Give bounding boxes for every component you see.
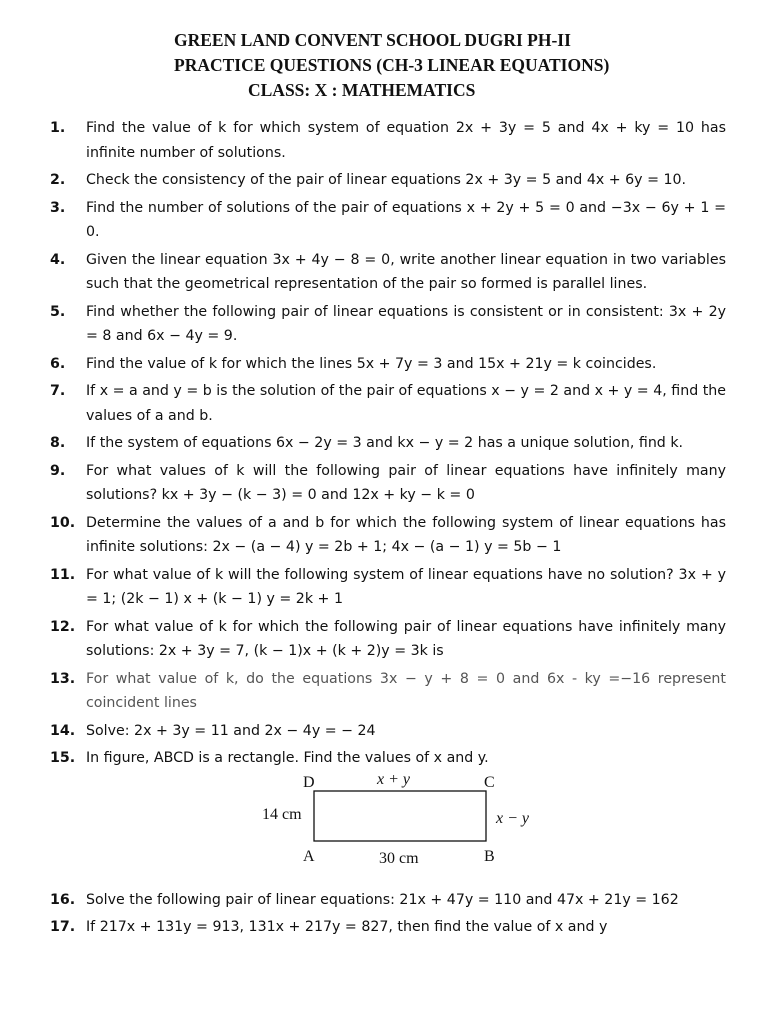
worksheet-title: PRACTICE QUESTIONS (CH-3 LINEAR EQUATIONS) (174, 55, 610, 75)
question-number: 16. (50, 891, 76, 908)
question-text: In figure, ABCD is a rectangle. Find the values of x and y. (86, 750, 489, 766)
question-list (50, 116, 726, 943)
question-item (50, 719, 726, 744)
vertex-b-label: B (484, 847, 495, 865)
question-item (50, 511, 726, 560)
question-item (50, 248, 726, 297)
question-text: If x = a and y = b is the solution of the pair of equations x − y = 2 and x + y = 4, find the values of a and b. (86, 383, 726, 424)
class-subject: CLASS: X : MATHEMATICS (248, 80, 476, 100)
question-number: 4. (50, 251, 66, 268)
question-number: 14. (50, 722, 76, 739)
question-number: 8. (50, 435, 66, 451)
question-text: Determine the values of a and b for which the following system of linear equations has infinite solutions: 2x − (a − 4) y = 2b + 1; 4x − (a − 1) y = 5b − 1 (86, 514, 726, 555)
question-item (50, 667, 726, 716)
question-item (50, 888, 726, 913)
question-item (50, 915, 726, 940)
question-item (50, 300, 726, 349)
side-dc-label: x + y (377, 774, 410, 788)
question-number: 3. (50, 199, 66, 216)
question-item (50, 746, 726, 771)
question-number: 7. (50, 383, 66, 399)
vertex-d-label: D (303, 774, 315, 791)
question-text: For what value of k will the following system of linear equations have no solution? 3x + y = 1; (2k − 1) x + (k − 1) y = 2k + 1 (86, 566, 726, 607)
question-item (50, 379, 726, 428)
question-text: If 217x + 131y = 913, 131x + 217y = 827, then find the value of x and y (86, 919, 608, 935)
question-item (50, 116, 726, 165)
school-name: GREEN LAND CONVENT SCHOOL DUGRI PH-II (174, 30, 571, 50)
question-number: 5. (50, 303, 66, 320)
question-text: Solve the following pair of linear equations: 21x + 47y = 110 and 47x + 21y = 162 (86, 891, 679, 908)
side-ab-label: 30 cm (379, 849, 419, 867)
question-text: Find whether the following pair of linear equations is consistent or in consistent: 3x + 2y = 8 and 6x − 4y = 9. (86, 303, 726, 344)
question-number: 1. (50, 120, 66, 136)
question-number: 15. (50, 750, 76, 766)
question-number: 2. (50, 172, 66, 188)
question-number: 12. (50, 618, 76, 635)
document-header (0, 28, 768, 103)
vertex-a-label: A (303, 847, 315, 865)
question-item (50, 431, 726, 456)
question-text: For what values of k will the following pair of linear equations have infinitely many solutions? kx + 3y − (k − 3) = 0 and 12x + ky − k = 0 (86, 462, 726, 503)
question-item (50, 196, 726, 245)
side-cb-label: x − y (496, 809, 529, 827)
question-number: 13. (50, 670, 76, 687)
question-number: 17. (50, 919, 76, 935)
rectangle-diagram (250, 775, 610, 885)
question-text: Find the value of k for which system of equation 2x + 3y = 5 and 4x + ky = 10 has infinite number of solutions. (86, 120, 726, 161)
question-number: 11. (50, 566, 76, 583)
question-text: Check the consistency of the pair of linear equations 2x + 3y = 5 and 4x + 6y = 10. (86, 172, 687, 188)
question-text: For what value of k, do the equations 3x − y + 8 = 0 and 6x - ky =−16 represent coincident lines (86, 670, 726, 711)
question-text: Given the linear equation 3x + 4y − 8 = 0, write another linear equation in two variables such that the geometrical representation of the pair so formed is parallel lines. (86, 251, 726, 292)
question-item (50, 459, 726, 508)
question-text: Find the value of k for which the lines 5x + 7y = 3 and 15x + 21y = k coincides. (86, 355, 657, 372)
vertex-c-label: C (484, 774, 495, 791)
question-text: If the system of equations 6x − 2y = 3 and kx − y = 2 has a unique solution, find k. (86, 435, 684, 451)
question-text: Find the number of solutions of the pair of equations x + 2y + 5 = 0 and −3x − 6y + 1 = 0. (86, 199, 726, 240)
question-number: 6. (50, 355, 66, 372)
question-text: Solve: 2x + 3y = 11 and 2x − 4y = − 24 (86, 722, 376, 739)
question-item (50, 615, 726, 664)
side-da-label: 14 cm (262, 805, 302, 823)
rectangle-abcd (314, 791, 486, 841)
question-number: 9. (50, 462, 66, 479)
question-item (50, 563, 726, 612)
question-text: For what value of k for which the following pair of linear equations have infinitely many solutions: 2x + 3y = 7, (k − 1)x + (k + 2)y = 3k is (86, 618, 726, 659)
question-item (50, 352, 726, 377)
question-item (50, 168, 726, 193)
question-number: 10. (50, 514, 76, 531)
rectangle-figure (50, 775, 726, 885)
